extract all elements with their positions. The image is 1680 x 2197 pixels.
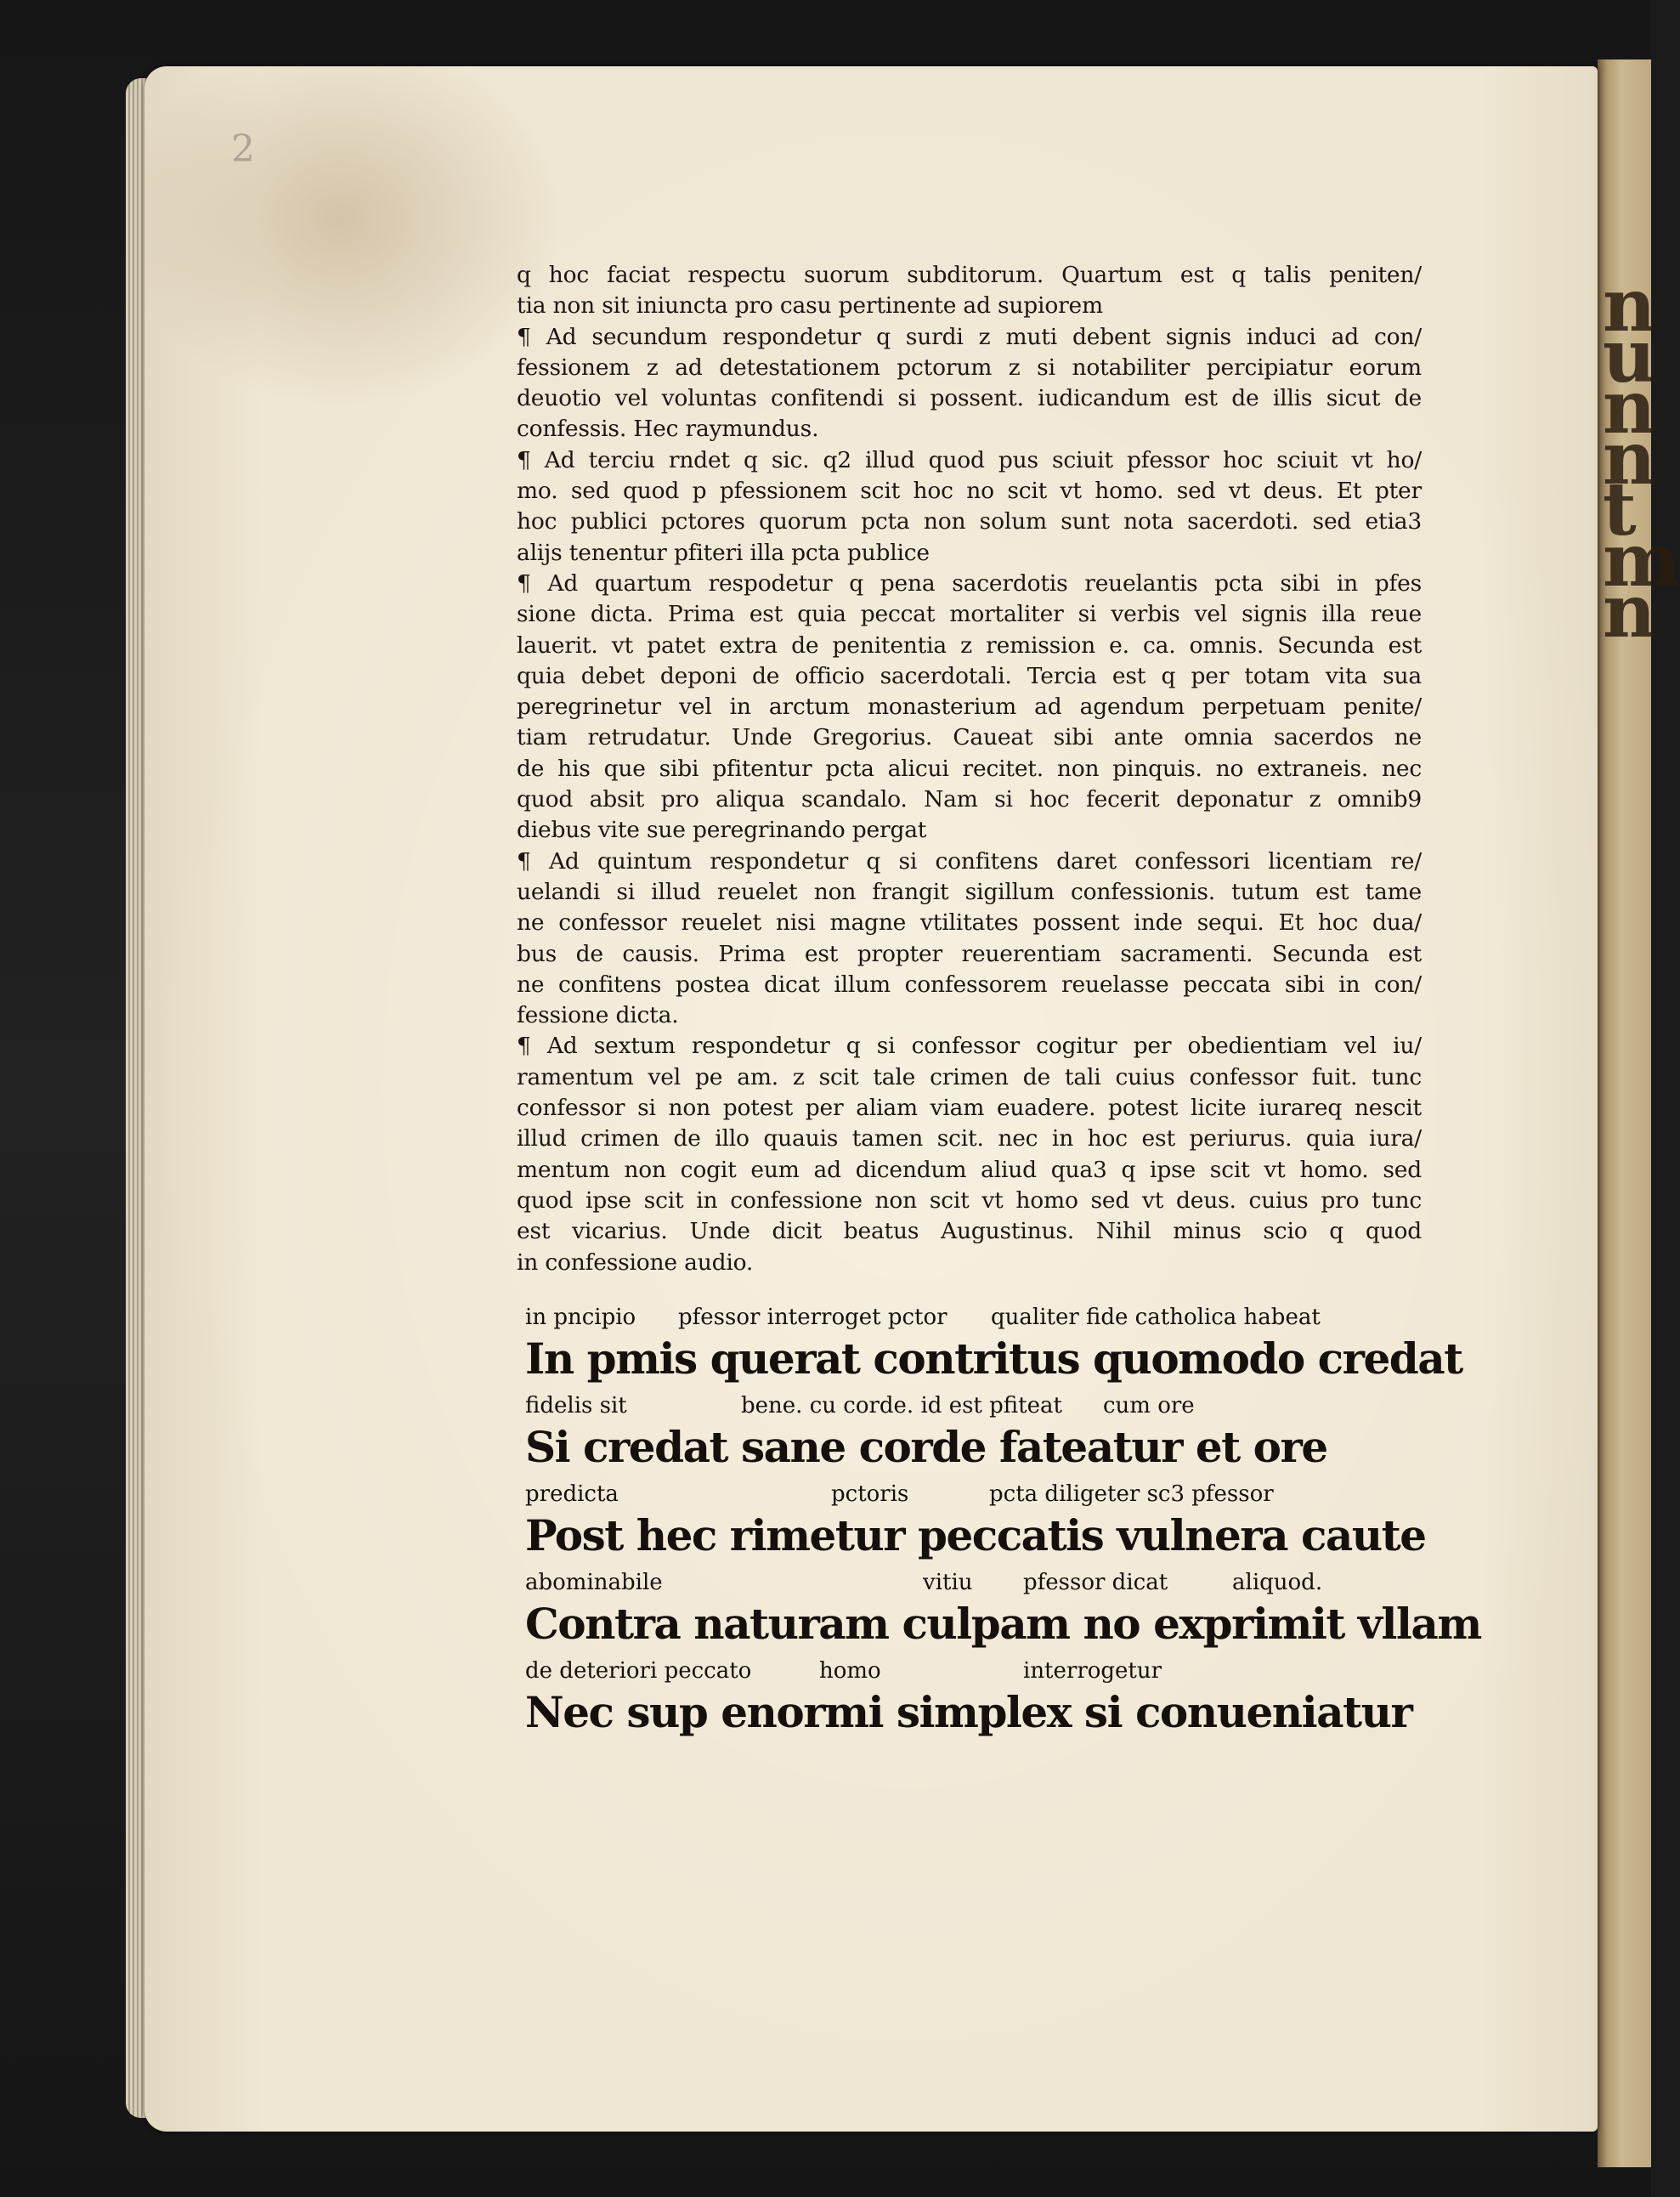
prose-line: confessis. Hec raymundus.	[517, 416, 819, 443]
gloss-word: in pncipio	[525, 1305, 636, 1330]
verse-gloss	[525, 1567, 1375, 1598]
gloss-word: pcta diligeter sc3 pfessor	[989, 1481, 1274, 1507]
gloss-word: aliquod.	[1232, 1570, 1323, 1595]
prose-line: ¶ Ad quartum respodetur q pena sacerdotis reuelantis pcta sibi in pfes	[517, 569, 1422, 597]
verse-block	[525, 1302, 1481, 1744]
prose-line: ¶ Ad secundum respondetur q surdi z muti debent signis induci ad con/	[517, 323, 1422, 350]
prose-line: confessor si non potest per aliam viam euadere. potest licite iurareq nescit	[517, 1095, 1422, 1122]
prose-line: peregrinetur vel in arctum monasterium ad agendum perpetuam penite/	[517, 694, 1422, 721]
facing-page-edge	[1598, 59, 1680, 2167]
prose-line: deuotio vel voluntas confitendi si possent. iudicandum est de illis sicut de	[517, 385, 1422, 412]
prose-line: ne confitens postea dicat illum confessorem reuelasse peccata sibi in con/	[517, 971, 1422, 998]
prose-line: fessionem z ad detestationem pctorum z si notabiliter percipiatur eorum	[517, 354, 1422, 381]
gloss-word: pfessor dicat	[1023, 1570, 1168, 1595]
prose-line: in confessione audio.	[517, 1249, 754, 1276]
gloss-word: abominabile	[525, 1570, 663, 1595]
gloss-word: fidelis sit	[525, 1393, 627, 1418]
verse-gloss	[525, 1390, 1375, 1421]
verse-line: Post hec rimetur peccatis vulnera caute	[525, 1510, 1426, 1560]
verse-gloss	[525, 1479, 1375, 1509]
prose-line: mentum non cogit eum ad dicendum aliud qua3 q ipse scit vt homo. sed	[517, 1156, 1422, 1183]
verse-line: Si credat sane corde fateatur et ore	[525, 1422, 1327, 1472]
prose-line: mo. sed quod p pfessionem scit hoc no scit vt homo. sed vt deus. Et pter	[517, 478, 1422, 505]
verse-line: Nec sup enormi simplex si conueniatur	[525, 1687, 1412, 1737]
verse-gloss	[525, 1302, 1375, 1333]
prose-line: bus de causis. Prima est propter reuerentiam sacramenti. Secunda est	[517, 940, 1422, 967]
gloss-word: predicta	[525, 1481, 619, 1507]
gloss-word: pfessor interroget pctor	[678, 1305, 947, 1330]
prose-line: ne confessor reuelet nisi magne vtilitates possent inde sequi. Et hoc dua/	[517, 909, 1422, 937]
prose-line: diebus vite sue peregrinando pergat	[517, 817, 927, 844]
gloss-word: qualiter fide catholica habeat	[991, 1305, 1321, 1330]
gloss-word: interrogetur	[1023, 1658, 1162, 1684]
prose-line: hoc publici pctores quorum pcta non solum sunt nota sacerdoti. sed etia3	[517, 508, 1422, 535]
verse-line: Contra naturam culpam no exprimit vllam	[525, 1599, 1481, 1649]
prose-line: quia debet deponi de officio sacerdotali. Tercia est q per totam vita sua	[517, 662, 1422, 689]
gloss-word: cum ore	[1103, 1393, 1195, 1418]
prose-line: lauerit. vt patet extra de penitentia z remission e. ca. omnis. Secunda est	[517, 631, 1422, 659]
prose-line: ramentum vel pe am. z scit tale crimen de tali cuius confessor fuit. tunc	[517, 1063, 1422, 1090]
gloss-word: pctoris	[831, 1481, 909, 1507]
gloss-word: bene. cu corde. id est pfiteat	[741, 1393, 1062, 1418]
gloss-word: homo	[819, 1658, 881, 1684]
prose-line: alijs tenentur pfiteri illa pcta publice	[517, 539, 930, 566]
prose-line: tiam retrudatur. Unde Gregorius. Caueat sibi ante omnia sacerdos ne	[517, 724, 1422, 751]
prose-line: est vicarius. Unde dicit beatus Augustinus. Nihil minus scio q quod	[517, 1218, 1422, 1245]
verse-gloss	[525, 1656, 1375, 1686]
gloss-word: vitiu	[923, 1570, 973, 1595]
prose-line: ¶ Ad terciu rndet q sic. q2 illud quod pus sciuit pfessor hoc sciuit vt ho/	[517, 446, 1422, 473]
prose-line: de his que sibi pfitentur pcta alicui recitet. non pinquis. no extraneis. nec	[517, 755, 1422, 782]
verse-line: In pmis querat contritus quomodo credat	[525, 1333, 1462, 1384]
prose-line: quod absit pro aliqua scandalo. Nam si hoc fecerit deponatur z omnib9	[517, 786, 1422, 813]
facing-page-fragment: nunnt mn	[1603, 263, 1680, 654]
prose-block	[517, 260, 1422, 1278]
gloss-word: de deteriori peccato	[525, 1658, 752, 1684]
prose-line: ¶ Ad sextum respondetur q si confessor cogitur per obedientiam vel iu/	[517, 1033, 1422, 1060]
prose-line: quod ipse scit in confessione non scit vt homo sed vt deus. cuius pro tunc	[517, 1186, 1422, 1214]
prose-line: sione dicta. Prima est quia peccat mortaliter si verbis vel signis illa reue	[517, 601, 1422, 628]
prose-line: fessione dicta.	[517, 1002, 679, 1029]
prose-line: q hoc faciat respectu suorum subditorum. Quartum est q talis peniten/	[517, 262, 1422, 288]
prose-line: illud crimen de illo quauis tamen scit. nec in hoc est periurus. quia iura/	[517, 1125, 1422, 1152]
prose-line: ¶ Ad quintum respondetur q si confitens daret confessori licentiam re/	[517, 847, 1422, 875]
corner-mark: 2	[231, 127, 255, 171]
prose-line: tia non sit iniuncta pro casu pertinente ad supiorem	[517, 292, 1103, 320]
prose-line: uelandi si illud reuelet non frangit sigillum confessionis. tutum est tame	[517, 878, 1422, 905]
